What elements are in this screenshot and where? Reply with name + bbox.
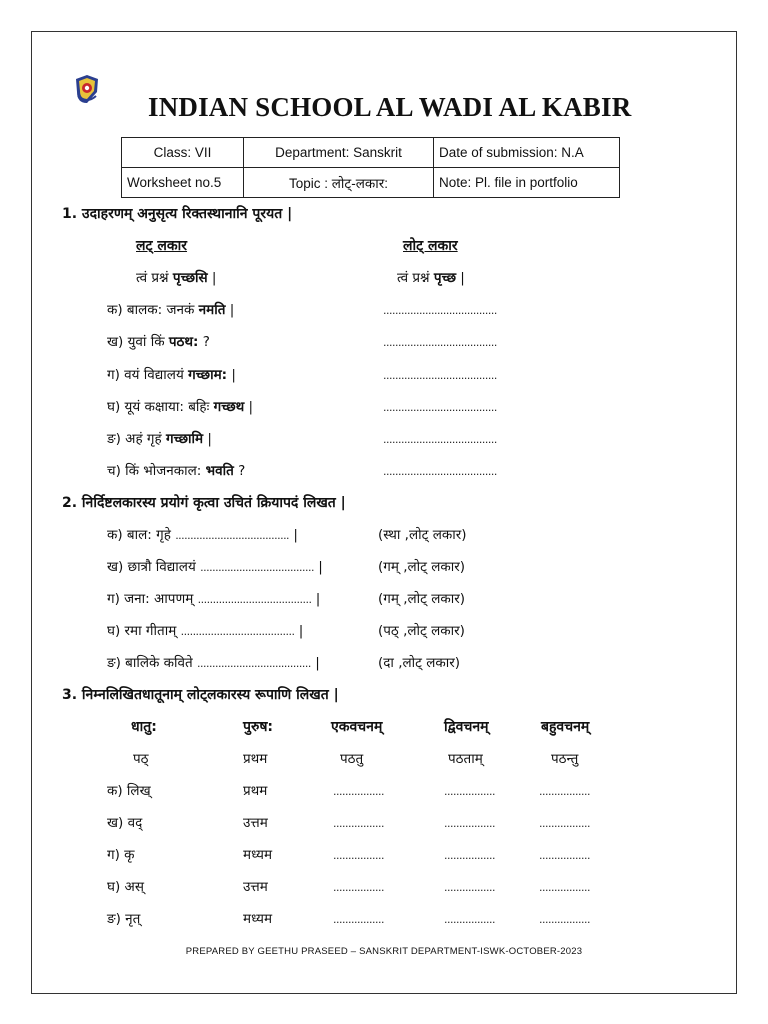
item-end: | <box>203 431 212 447</box>
q1-item <box>107 365 236 383</box>
q1-item <box>107 300 234 318</box>
item-end: ? <box>198 334 210 350</box>
answer-blank[interactable]: ...................................... <box>197 593 312 606</box>
item-end: | <box>244 399 254 415</box>
item-text: क) बालक: जनकं <box>107 302 199 318</box>
q3-row-dhatu: घ) अस् <box>107 879 144 895</box>
q1-title: 1. उदाहरणम् अनुसृत्य रिक्तस्थानानि पूरयत | <box>62 206 293 222</box>
q3-blank-dvi[interactable]: ................. <box>444 881 495 894</box>
item-text: ख) छात्रौ विद्यालयं <box>107 559 201 575</box>
q3-blank-bahu[interactable]: ................. <box>539 881 590 894</box>
q3-example-bahu: पठन्तु <box>551 751 579 767</box>
q3-row-purusha: प्रथम <box>243 783 268 799</box>
worksheet-info-table <box>121 137 620 198</box>
q3-example-eka: पठतु <box>340 751 364 767</box>
worksheet-number-cell: Worksheet no.5 <box>122 168 244 198</box>
item-verb: गच्छथ <box>213 399 245 415</box>
q1-example-lot <box>397 268 465 286</box>
q3-header-dvivachanam: द्विवचनम् <box>444 719 489 735</box>
q3-row-purusha: उत्तम <box>243 815 268 831</box>
q3-row-purusha: मध्यम <box>243 847 273 863</box>
q3-row-purusha: मध्यम <box>243 911 273 927</box>
q2-hint: (दा ,लोट् लकार) <box>378 655 461 671</box>
q3-blank-bahu[interactable]: ................. <box>539 849 590 862</box>
q1-item <box>107 332 210 350</box>
submission-date-cell: Date of submission: N.A <box>434 138 620 168</box>
item-text: घ) रमा गीताम् <box>107 623 181 639</box>
item-end: | <box>311 591 321 607</box>
q1-item <box>107 461 245 479</box>
q1-answer-blank[interactable]: ...................................... <box>383 433 497 446</box>
example-text: त्वं प्रश्नं <box>397 270 434 286</box>
item-end: | <box>313 559 323 575</box>
item-text: क) बाल: गृहे <box>107 527 176 543</box>
q2-item <box>107 525 298 543</box>
q3-row-dhatu: ख) वद् <box>107 815 143 831</box>
item-verb: भवति <box>205 463 234 479</box>
q2-item <box>107 557 323 575</box>
q3-title: 3. निम्नलिखितधातूनाम् लोट्लकारस्य रूपाणि लिखत | <box>62 687 339 703</box>
example-end: | <box>456 270 465 286</box>
item-text: ख) युवां किं <box>107 334 169 350</box>
item-text: ग) जना: आपणम् <box>107 591 198 607</box>
q3-blank-dvi[interactable]: ................. <box>444 785 495 798</box>
q1-item <box>107 429 212 447</box>
q3-blank-bahu[interactable]: ................. <box>539 913 590 926</box>
topic-cell: Topic : लोट्-लकार: <box>244 168 434 198</box>
item-end: | <box>310 655 320 671</box>
q3-blank-dvi[interactable]: ................. <box>444 913 495 926</box>
footer-credit: PREPARED BY GEETHU PRASEED – SANSKRIT DEPARTMENT-ISWK-OCTOBER-2023 <box>185 946 583 957</box>
q3-row-purusha: उत्तम <box>243 879 268 895</box>
q1-example-lat <box>136 268 216 286</box>
q2-hint: (स्था ,लोट् लकार) <box>378 527 467 543</box>
department-cell: Department: Sanskrit <box>244 138 434 168</box>
answer-blank[interactable]: ...................................... <box>197 657 311 670</box>
item-text: घ) यूयं कक्षाया: बहिः <box>107 399 214 415</box>
info-row <box>122 138 620 168</box>
q1-col-lat: लट् लकार <box>136 238 188 254</box>
q3-blank-dvi[interactable]: ................. <box>444 849 495 862</box>
q3-header-ekavachanam: एकवचनम् <box>331 719 383 735</box>
q1-answer-blank[interactable]: ...................................... <box>383 401 497 414</box>
q3-row-dhatu: ङ) नृत् <box>107 911 141 927</box>
q3-blank-dvi[interactable]: ................. <box>444 817 495 830</box>
item-verb: गच्छाम: <box>188 367 228 383</box>
q1-item <box>107 397 253 415</box>
q2-hint: (गम् ,लोट् लकार) <box>378 591 466 607</box>
q3-blank-eka[interactable]: ................. <box>333 785 384 798</box>
example-verb: पृच्छ <box>433 270 457 286</box>
q3-row-dhatu: क) लिख् <box>107 783 151 799</box>
q1-answer-blank[interactable]: ...................................... <box>383 336 497 349</box>
class-cell: Class: VII <box>122 138 244 168</box>
item-end: | <box>225 302 235 318</box>
item-end: | <box>289 527 298 543</box>
q3-blank-eka[interactable]: ................. <box>333 817 384 830</box>
q3-header-dhatu: धातु: <box>131 719 157 735</box>
q2-item <box>107 653 320 671</box>
q1-answer-blank[interactable]: ...................................... <box>383 304 497 317</box>
q2-title: 2. निर्दिष्टलकारस्य प्रयोगं कृत्वा उचितं क्रियापदं लिखत | <box>62 495 346 511</box>
example-end: | <box>207 270 217 286</box>
school-logo-icon <box>74 74 100 104</box>
q3-blank-bahu[interactable]: ................. <box>539 785 590 798</box>
q3-example-dvi: पठताम् <box>448 751 483 767</box>
item-end: | <box>227 367 236 383</box>
q3-blank-eka[interactable]: ................. <box>333 913 384 926</box>
item-end: | <box>294 623 304 639</box>
item-end: ? <box>233 463 246 479</box>
item-verb: गच्छामि <box>166 431 204 447</box>
q2-hint: (पठ् ,लोट् लकार) <box>378 623 465 639</box>
answer-blank[interactable]: ...................................... <box>175 529 290 542</box>
q3-blank-eka[interactable]: ................. <box>333 849 384 862</box>
q3-blank-bahu[interactable]: ................. <box>539 817 590 830</box>
example-verb: पृच्छसि <box>172 270 208 286</box>
item-text: ङ) अहं गृहं <box>107 431 166 447</box>
q1-col-lot: लोट् लकार <box>403 238 458 254</box>
info-row <box>122 168 620 198</box>
example-text: त्वं प्रश्नं <box>136 270 173 286</box>
school-title: INDIAN SCHOOL AL WADI AL KABIR <box>148 92 632 122</box>
item-verb: नमति <box>198 302 226 318</box>
answer-blank[interactable]: ...................................... <box>200 561 314 574</box>
item-text: ग) वयं विद्यालयं <box>107 367 189 383</box>
q2-hint: (गम् ,लोट् लकार) <box>378 559 466 575</box>
item-text: ङ) बालिके कविते <box>107 655 198 671</box>
q3-example-dhatu: पठ् <box>133 751 149 767</box>
q3-row-dhatu: ग) कृ <box>107 847 135 863</box>
q2-item <box>107 621 303 639</box>
note-cell: Note: Pl. file in portfolio <box>434 168 620 198</box>
q3-header-purusha: पुरुष: <box>243 719 274 735</box>
item-verb: पठथ: <box>168 334 199 350</box>
q3-blank-eka[interactable]: ................. <box>333 881 384 894</box>
q1-answer-blank[interactable]: ...................................... <box>383 465 497 478</box>
q2-item <box>107 589 320 607</box>
item-text: च) किं भोजनकाल: <box>107 463 206 479</box>
q1-answer-blank[interactable]: ...................................... <box>383 369 497 382</box>
q3-example-purusha: प्रथम <box>243 751 268 767</box>
q3-header-bahuvachanam: बहुवचनम् <box>541 719 590 735</box>
answer-blank[interactable]: ...................................... <box>180 625 295 638</box>
